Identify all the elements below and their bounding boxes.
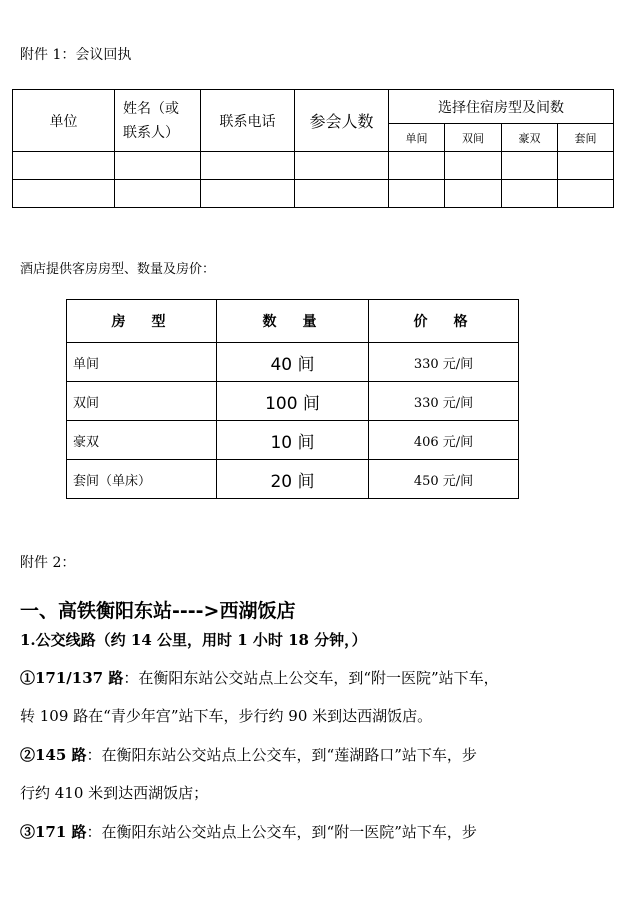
table-row [13,152,614,180]
room-count: 20 间 [217,460,369,499]
route-1-marker: ①171/137 路 [20,669,124,687]
section-heading: 一、高铁衡阳东站---->西湖饭店 [20,600,296,622]
route-3-text: ：在衡阳东站公交站点上公交车，到“附一医院”站下车，步 [86,823,477,841]
header-unit: 单位 [13,90,115,152]
route-3-line-1 [20,822,612,842]
header-count: 数 量 [217,300,369,343]
attachment2-label: 附件 2： [20,555,76,571]
cell[interactable] [389,152,445,180]
room-type: 单间 [67,343,217,382]
room-price: 330 元/间 [369,382,519,421]
cell[interactable] [445,180,502,208]
room-count: 100 间 [217,382,369,421]
cell[interactable] [558,180,614,208]
cell[interactable] [502,152,558,180]
table-header-row [67,300,519,343]
cell[interactable] [13,152,115,180]
attachment1-label: 附件 1：会议回执 [20,47,132,63]
header-attendees: 参会人数 [295,90,389,152]
route-1-text: ：在衡阳东站公交站点上公交车，到“附一医院”站下车， [123,669,499,687]
cell[interactable] [13,180,115,208]
table-row [67,382,519,421]
route-2-marker: ②145 路 [20,746,87,764]
route-2-text: ：在衡阳东站公交站点上公交车，到“莲湖路口”站下车，步 [86,746,477,764]
table-row [13,180,614,208]
cell[interactable] [389,180,445,208]
header-room-select: 选择住宿房型及间数 [389,90,614,124]
route-1-line-1 [20,668,612,688]
header-room-deluxe: 豪双 [502,124,558,152]
room-type: 豪双 [67,421,217,460]
cell[interactable] [115,152,201,180]
room-type: 套间（单床） [67,460,217,499]
room-price: 450 元/间 [369,460,519,499]
header-room-type: 房 型 [67,300,217,343]
cell[interactable] [558,152,614,180]
route-3-marker: ③171 路 [20,823,87,841]
route-1-line-2: 转 109 路在“青少年宫”站下车，步行约 90 米到达西湖饭店。 [20,707,433,725]
bus-route-subheading: 1.公交线路（约 14 公里，用时 1 小时 18 分钟，） [20,631,367,649]
room-price: 330 元/间 [369,343,519,382]
receipt-table [12,89,614,208]
route-2-line-1 [20,745,612,765]
header-room-double: 双间 [445,124,502,152]
table-row [67,460,519,499]
header-phone: 联系电话 [201,90,295,152]
room-count: 10 间 [217,421,369,460]
cell[interactable] [115,180,201,208]
header-room-suite: 套间 [558,124,614,152]
room-price-table [66,299,519,499]
cell[interactable] [295,152,389,180]
table-row [67,421,519,460]
room-count: 40 间 [217,343,369,382]
table-row [67,343,519,382]
header-price: 价 格 [369,300,519,343]
cell[interactable] [502,180,558,208]
cell[interactable] [295,180,389,208]
header-room-single: 单间 [389,124,445,152]
header-name: 姓名（或联系人） [115,90,201,152]
route-2-line-2: 行约 410 米到达西湖饭店； [20,784,209,802]
room-price: 406 元/间 [369,421,519,460]
room-type: 双间 [67,382,217,421]
cell[interactable] [201,152,295,180]
cell[interactable] [445,152,502,180]
hotel-intro: 酒店提供客房房型、数量及房价： [20,262,216,277]
cell[interactable] [201,180,295,208]
